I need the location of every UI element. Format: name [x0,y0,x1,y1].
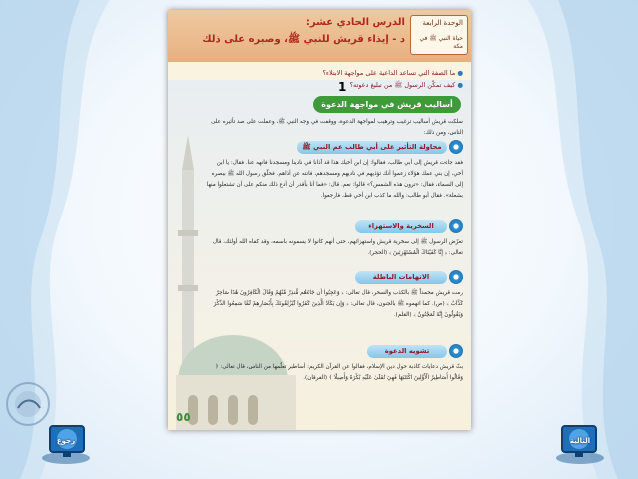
objective-item: ● ما الصفة التي تساعد الداعية على مواجهة الابتلاء؟ [322,69,463,77]
section-text-3: رمت قريش محمداً ﷺ بالكذب والسحر، قال تعالى: ﴿ وَعَجِبُوا أَن جَاءَهُم مُّنذِرٌ مِّنْهُمْ وَقَالَ الْكَافِرُونَ هَٰذَا سَاحِرٌ كَذَّابٌ ﴾ (ص). كما اتهموه ﷺ بالجنون، قال تعالى: ﴿ وَإِن يَكَادُ الَّذِينَ كَفَرُوا لَيُزْلِقُونَكَ بِأَبْصَارِهِمْ لَمَّا سَمِعُوا الذِّكْرَ وَيَقُولُونَ إِنَّهُ لَمَجْنُونٌ ﴾ (القلم). [213,290,463,318]
next-button-label: التالية [569,437,591,445]
right-curtain-decoration [518,0,638,479]
main-heading-banner: أساليب قريش في مواجهة الدعوة [313,96,461,113]
lesson-subtitle: د - إيذاء قريش للنبي ﷺ، وصبره على ذلك [202,34,405,45]
section-banner-1: محاولة التأثير على أبي طالب عم النبي ﷺ [297,141,447,154]
section-text-4: بثّ قريش دعايات كاذبة حول دين الإسلام، فقالوا عن القرآن الكريم: أساطير تعلّمها من الناس، قال تعالى: ﴿ وَقَالُوا أَسَاطِيرُ الْأَوَّلِينَ اكْتَتَبَهَا فَهِيَ تُمْلَىٰ عَلَيْهِ بُكْرَةً وَأَصِيلًا ﴾ (الفرقان). [215,364,463,381]
section-banner-2: السخرية والاستهزاء [355,220,447,233]
next-slide-button[interactable] [552,418,608,466]
previous-button-label: رجوع [56,437,76,445]
section-banner-4: تشويه الدعوة [367,345,447,358]
section-text-2: تعرّض الرسول ﷺ إلى سخرية قريش واستهزائهم، حتى أنهم كانوا لا يسمونه باسمه، وقد كفاه الله أولئك، قال تعالى: ﴿ إِنَّا كَفَيْنَاكَ الْمُسْتَهْزِئِينَ ﴾ (الحجر). [212,239,463,256]
objective-item: ● كيف تمكّن الرسول ﷺ من تبليغ دعوته؟ [349,81,463,89]
unit-subtitle: حياة النبي ﷺ في مكة [419,35,463,50]
section-gear-icon [449,344,463,358]
unit-title: الوحدة الرابعة [422,19,463,27]
unit-box [410,15,468,55]
section-gear-icon [449,219,463,233]
lesson-title: الدرس الحادي عشر: [305,17,405,28]
bullet-icon: ● [455,81,463,89]
intro-paragraph: سلكت قريش أساليب ترغيب وترهيب لمواجهة الدعوة، ووقفت في وجه النبي ﷺ، وعملت على صد تأثيره على الناس، ومن ذلك: [211,119,463,136]
section-text-1: فقد جاءت قريش إلى أبي طالب، فقالوا: إن ابن أخيك هذا قد آذانا في نادينا ومسجدنا فانهه عنا. فقال: يا ابن أخي، إن بني عمك هؤلاء زعموا أنك تؤذيهم في ناديهم ومسجدهم، فانته عن أذاهم. فحلّق رسول الله ﷺ ببصره إلى السماء، فقال: «ترون هذه الشمس؟» قالوا: نعم. قال: «فما أنا بأقدر أن أدع ذلك منكم على أن تشتعلوا منها بشعلة». فقال أبو طالب: والله ما كذب ابن أخي قط، فارجعوا. [206,160,463,199]
annotation-marker: 1 [338,80,347,94]
page-header [168,10,471,62]
bullet-icon: ● [455,69,463,77]
section-gear-icon [449,140,463,154]
textbook-page [168,10,471,430]
previous-slide-button[interactable] [38,418,94,466]
objectives-list [293,67,463,91]
section-banner-3: الاتهامات الباطلة [355,271,447,284]
page-number: ٥٥ [176,410,191,424]
section-gear-icon [449,270,463,284]
